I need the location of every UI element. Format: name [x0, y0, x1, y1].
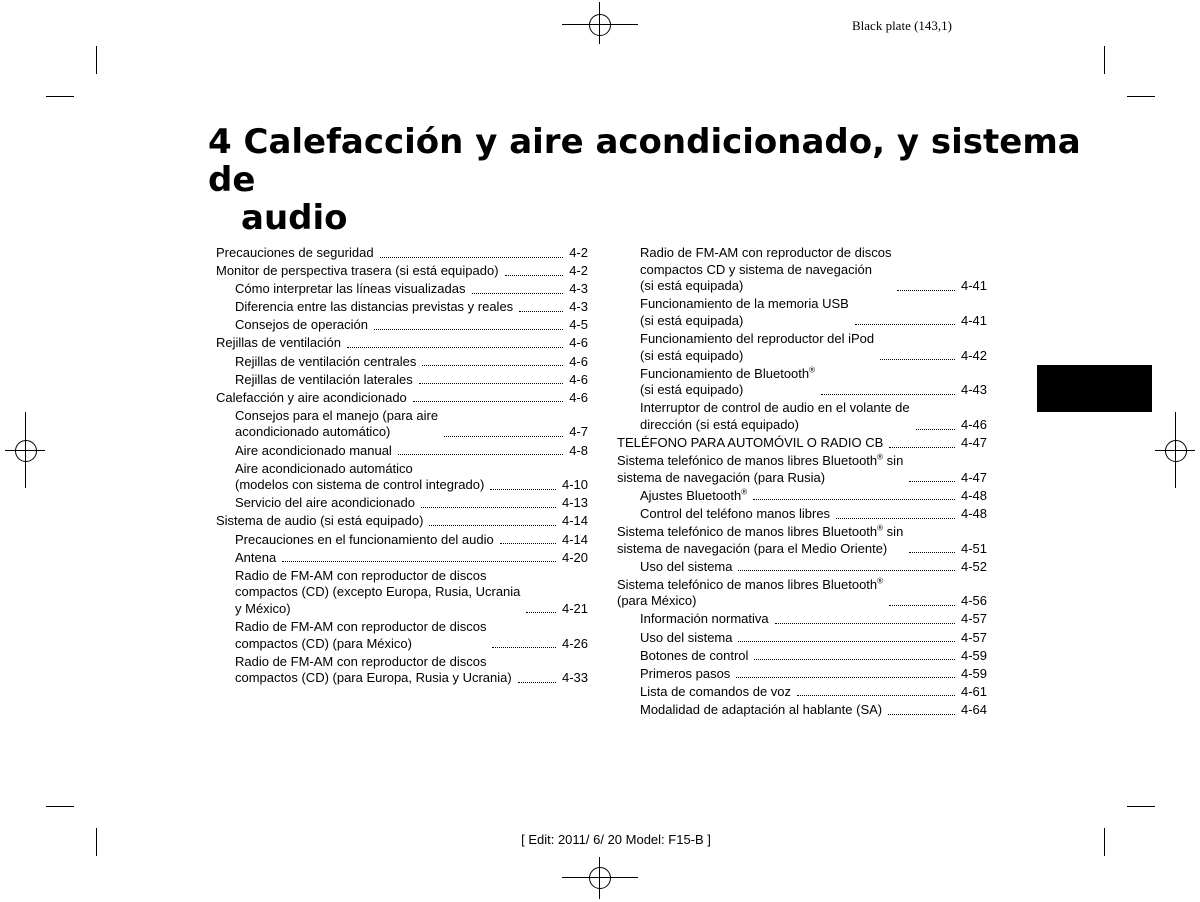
toc-leader-dots: [897, 290, 955, 291]
toc-leader-dots: [374, 329, 563, 330]
toc-entry-page: 4-20: [561, 549, 588, 565]
toc-entry-page: 4-14: [561, 531, 588, 547]
toc-entry: [617, 331, 987, 364]
toc-entry: [617, 506, 987, 523]
toc-leader-dots: [398, 454, 563, 455]
chapter-thumb-tab: [1037, 365, 1152, 412]
toc-entry: [216, 532, 588, 549]
toc-leader-dots: [855, 324, 955, 325]
toc-entry-page: 4-6: [569, 335, 588, 351]
toc-entry-label: Consejos para el manejo (para aire acondicionado automático): [235, 407, 439, 440]
toc-entry-page: 4-43: [960, 382, 987, 398]
chapter-title: [208, 123, 1108, 237]
toc-leader-dots: [347, 347, 563, 348]
registered-mark: ®: [877, 576, 884, 586]
toc-entry: [617, 666, 987, 683]
toc-entry-label: Sistema telefónico de manos libres Bluetooth® sin sistema de navegación (para Rusia): [617, 452, 904, 485]
toc-entry: [216, 263, 588, 280]
toc-entry: [617, 245, 987, 295]
toc-leader-dots: [738, 570, 954, 571]
toc-entry-label: Modalidad de adaptación al hablante (SA): [640, 701, 883, 717]
toc-entry-page: 4-46: [960, 416, 987, 432]
toc-entry-page: 4-26: [561, 635, 588, 651]
toc-leader-dots: [421, 507, 556, 508]
toc-leader-dots: [444, 436, 563, 437]
toc-entry-label: Consejos de operación: [235, 317, 368, 333]
toc-entry-page: 4-41: [960, 312, 987, 328]
toc-entry-label: Control del teléfono manos libres: [640, 505, 831, 521]
toc-leader-dots: [519, 311, 563, 312]
toc-entry-page: 4-51: [960, 540, 987, 556]
toc-right-column: [617, 245, 987, 720]
chapter-title-line2: audio: [241, 198, 348, 238]
toc-entry: [617, 453, 987, 486]
toc-entry-label: Aire acondicionado automático (modelos con sistema de control integrado): [235, 460, 485, 493]
registered-mark: ®: [877, 452, 884, 462]
toc-entry-page: 4-61: [960, 683, 987, 699]
toc-entry: [617, 559, 987, 576]
registered-mark: ®: [741, 487, 748, 497]
toc-left-column: [216, 245, 588, 688]
toc-leader-dots: [753, 499, 955, 500]
toc-entry: [216, 461, 588, 494]
toc-leader-dots: [492, 647, 556, 648]
toc-entry-label: Interruptor de control de audio en el volante de dirección (si está equipado): [640, 400, 910, 432]
toc-entry: [617, 296, 987, 329]
toc-leader-dots: [916, 429, 955, 430]
toc-entry-label: Cómo interpretar las líneas visualizadas: [235, 281, 466, 297]
toc-entry-label: Radio de FM-AM con reproductor de discos compactos (CD) (para Europa, Rusia y Ucrania): [235, 653, 512, 686]
toc-leader-dots: [889, 605, 955, 606]
toc-entry-label: Funcionamiento de la memoria USB (si está equipada): [640, 296, 849, 328]
toc-entry-page: 4-13: [561, 495, 588, 511]
registered-mark: ®: [809, 365, 816, 375]
toc-entry: [216, 550, 588, 567]
toc-entry: [216, 390, 588, 407]
toc-entry-page: 4-21: [561, 600, 588, 616]
toc-entry-page: 4-52: [960, 558, 987, 574]
toc-leader-dots: [738, 641, 954, 642]
corner-mark-br-h: [1127, 806, 1155, 807]
toc-entry-label: Servicio del aire acondicionado: [235, 495, 415, 511]
toc-entry-label: Uso del sistema: [640, 558, 733, 574]
toc-entry-label: Radio de FM-AM con reproductor de discos compactos (CD) (para México): [235, 618, 487, 651]
toc-entry: [216, 372, 588, 389]
toc-entry-label: Funcionamiento del reproductor del iPod (si está equipado): [640, 330, 875, 363]
toc-entry-label: Precauciones en el funcionamiento del audio: [235, 531, 494, 547]
toc-leader-dots: [429, 525, 556, 526]
toc-entry-page: 4-14: [561, 513, 588, 529]
toc-entry: [216, 495, 588, 512]
toc-entry-page: 4-59: [960, 665, 987, 681]
toc-entry-label: Primeros pasos: [640, 665, 731, 681]
toc-entry: [216, 568, 588, 618]
toc-entry-page: 4-42: [960, 347, 987, 363]
toc-entry-page: 4-6: [569, 389, 588, 405]
toc-entry-label: Sistema telefónico de manos libres Bluetooth® sin sistema de navegación (para el Medio Oriente): [617, 523, 904, 556]
toc-entry-page: 4-48: [960, 487, 987, 503]
toc-entry-label: Calefacción y aire acondicionado: [216, 389, 407, 405]
toc-entry-page: 4-10: [561, 477, 588, 493]
toc-entry-page: 4-2: [569, 263, 588, 279]
toc-entry-label: Monitor de perspectiva trasera (si está equipado): [216, 263, 499, 279]
toc-entry: [216, 654, 588, 687]
toc-entry-label: Rejillas de ventilación centrales: [235, 353, 417, 369]
toc-entry: [216, 443, 588, 460]
registration-circle-right: [1165, 440, 1187, 462]
chapter-title-line1: 4 Calefacción y aire acondicionado, y sistema de: [208, 122, 1081, 200]
toc-entry-page: 4-59: [960, 647, 987, 663]
corner-mark-tl-v: [96, 46, 97, 74]
toc-leader-dots: [888, 714, 955, 715]
toc-leader-dots: [736, 677, 955, 678]
toc-entry-label: Botones de control: [640, 647, 749, 663]
toc-entry-page: 4-7: [569, 424, 588, 440]
toc-leader-dots: [775, 623, 955, 624]
toc-entry: [216, 317, 588, 334]
toc-entry: [617, 400, 987, 433]
corner-mark-tl-h: [46, 96, 74, 97]
toc-entry-page: 4-6: [569, 353, 588, 369]
toc-leader-dots: [797, 695, 955, 696]
registered-mark: ®: [877, 523, 884, 533]
corner-mark-tr-h: [1127, 96, 1155, 97]
toc-entry-page: 4-6: [569, 371, 588, 387]
toc-leader-dots: [880, 359, 955, 360]
toc-leader-dots: [380, 257, 564, 258]
toc-leader-dots: [836, 518, 955, 519]
toc-entry-page: 4-33: [561, 670, 588, 686]
toc-entry: [617, 702, 987, 719]
toc-entry-page: 4-56: [960, 593, 987, 609]
toc-entry-page: 4-57: [960, 611, 987, 627]
toc-entry-label: Aire acondicionado manual: [235, 442, 392, 458]
toc-entry-label: Antena: [235, 549, 277, 565]
toc-entry: [617, 524, 987, 557]
toc-entry: [216, 281, 588, 298]
toc-entry: [617, 648, 987, 665]
toc-entry: [617, 366, 987, 399]
toc-entry-page: 4-8: [569, 442, 588, 458]
toc-leader-dots: [472, 293, 564, 294]
toc-leader-dots: [282, 561, 556, 562]
toc-leader-dots: [518, 682, 556, 683]
toc-leader-dots: [909, 552, 955, 553]
toc-entry-page: 4-3: [569, 281, 588, 297]
toc-entry: [216, 408, 588, 441]
toc-leader-dots: [490, 489, 556, 490]
toc-leader-dots: [419, 383, 563, 384]
toc-leader-dots: [889, 447, 955, 448]
toc-entry: [617, 684, 987, 701]
toc-entry: [216, 299, 588, 316]
corner-mark-bl-h: [46, 806, 74, 807]
registration-circle-top: [589, 14, 611, 36]
toc-entry-label: Ajustes Bluetooth®: [640, 487, 748, 503]
toc-entry: [216, 513, 588, 530]
toc-entry-page: 4-5: [569, 317, 588, 333]
toc-leader-dots: [754, 659, 955, 660]
toc-entry-label: TELÉFONO PARA AUTOMÓVIL O RADIO CB: [617, 435, 884, 451]
toc-entry: [617, 435, 987, 452]
toc-entry-label: Información normativa: [640, 611, 769, 627]
toc-entry-label: Precauciones de seguridad: [216, 245, 374, 260]
plate-label: Black plate (143,1): [852, 18, 952, 33]
toc-leader-dots: [413, 401, 563, 402]
toc-entry-label: Funcionamiento de Bluetooth® (si está equipado): [640, 365, 816, 398]
toc-entry-label: Radio de FM-AM con reproductor de discos compactos (CD) (excepto Europa, Rusia, Ucrania y México): [235, 567, 521, 616]
toc-entry-label: Sistema telefónico de manos libres Bluetooth® (para México): [617, 576, 884, 609]
toc-entry-label: Uso del sistema: [640, 629, 733, 645]
toc-entry-label: Sistema de audio (si está equipado): [216, 513, 424, 529]
toc-entry-label: Rejillas de ventilación laterales: [235, 371, 413, 387]
toc-entry-label: Rejillas de ventilación: [216, 335, 342, 351]
toc-entry: [216, 335, 588, 352]
toc-leader-dots: [422, 365, 563, 366]
toc-leader-dots: [526, 612, 556, 613]
toc-leader-dots: [500, 543, 556, 544]
toc-entry-page: 4-3: [569, 299, 588, 315]
toc-leader-dots: [909, 481, 955, 482]
toc-entry: [617, 488, 987, 505]
toc-entry-page: 4-57: [960, 629, 987, 645]
toc-entry-page: 4-41: [960, 278, 987, 294]
toc-entry-page: 4-64: [960, 701, 987, 717]
corner-mark-tr-v: [1104, 46, 1105, 74]
edit-footer: [ Edit: 2011/ 6/ 20 Model: F15-B ]: [521, 832, 711, 847]
toc-entry-page: 4-47: [960, 435, 987, 451]
toc-leader-dots: [505, 275, 564, 276]
toc-entry-page: 4-2: [569, 245, 588, 260]
toc-entry: [216, 354, 588, 371]
toc-entry-label: Radio de FM-AM con reproductor de discos compactos CD y sistema de navegación (si está equipada): [640, 245, 892, 294]
toc-entry: [617, 630, 987, 647]
toc-entry: [617, 611, 987, 628]
toc-entry-label: Lista de comandos de voz: [640, 683, 792, 699]
registration-circle-left: [15, 440, 37, 462]
toc-entry: [216, 245, 588, 262]
toc-entry-page: 4-47: [960, 469, 987, 485]
toc-entry: [617, 577, 987, 610]
toc-entry-page: 4-48: [960, 505, 987, 521]
registration-circle-bottom: [589, 867, 611, 889]
toc-entry: [216, 619, 588, 652]
toc-entry-label: Diferencia entre las distancias previstas y reales: [235, 299, 514, 315]
toc-leader-dots: [821, 394, 955, 395]
